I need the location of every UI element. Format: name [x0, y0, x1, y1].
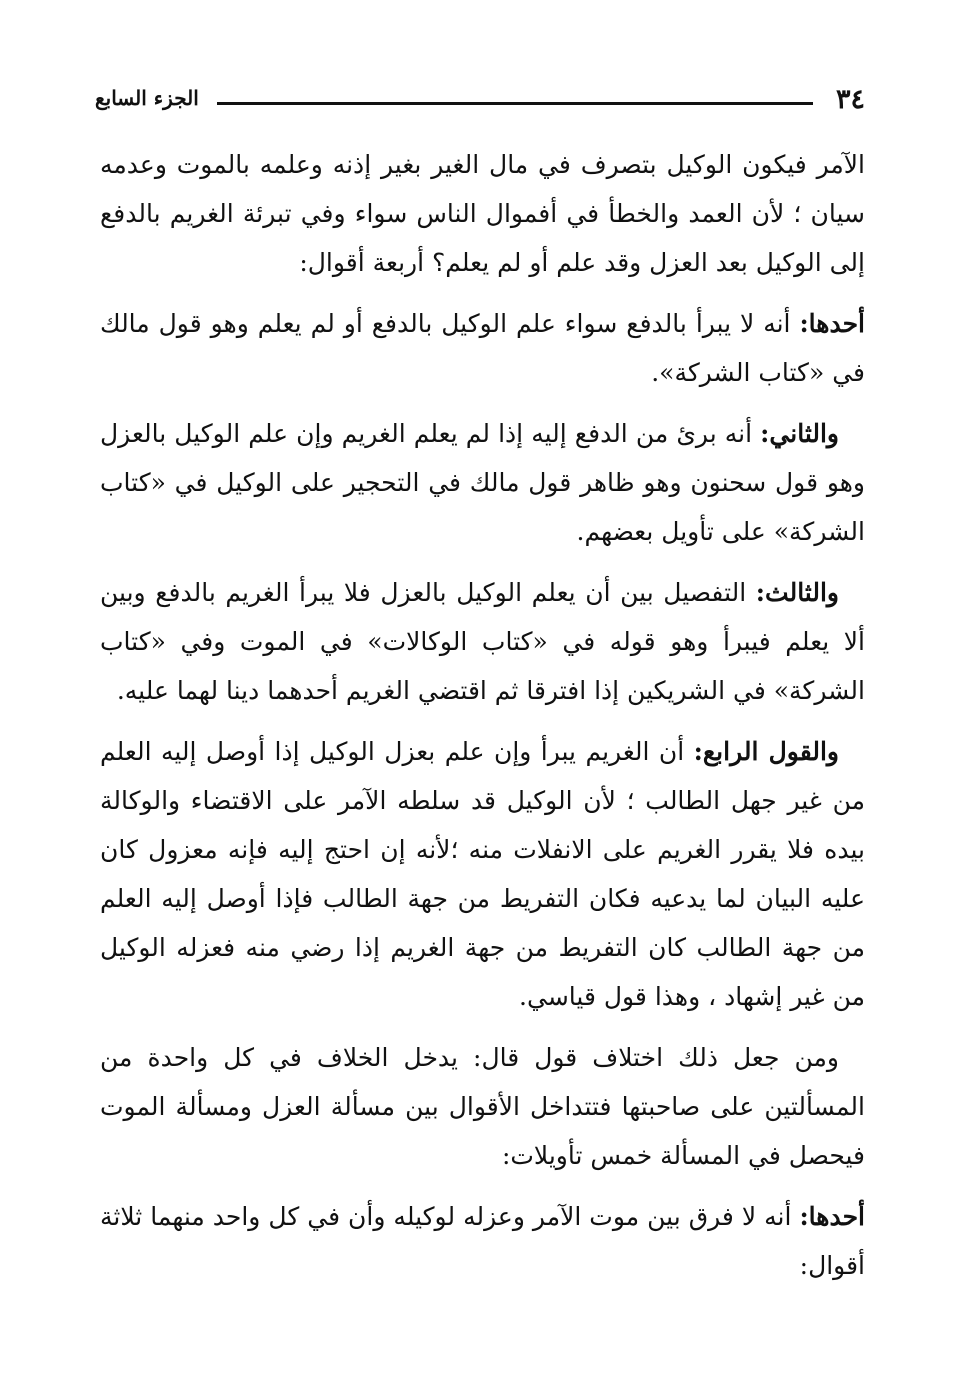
paragraph-lead: أحدها:	[799, 1202, 865, 1231]
paragraph-text: التفصيل بين أن يعلم الوكيل بالعزل فلا يبرأ الغريم بالدفع وبين ألا يعلم فيبرأ وهو قوله في «كتاب الوكالات» في الموت وفي «كتاب الشركة» في الشريكين إذا افترقا ثم اقتضي الغريم أحدهما دينا لهما عليه.	[100, 578, 865, 705]
paragraph-second-opinion	[100, 409, 865, 556]
paragraph-first-opinion	[100, 299, 865, 397]
paragraph-lead: والثالث:	[755, 578, 839, 607]
paragraph-continuation	[100, 140, 865, 287]
paragraph-text: أنه لا يبرأ بالدفع سواء علم الوكيل بالدفع أو لم يعلم وهو قول مالك في «كتاب الشركة».	[100, 309, 865, 387]
paragraph-text: أنه برئ من الدفع إليه إذا لم يعلم الغريم وإن علم الوكيل بالعزل وهو قول سحنون وهو ظاهر قول مالك في التحجير على الوكيل في «كتاب الشركة» على تأويل بعضهم.	[100, 419, 865, 546]
paragraph-fourth-opinion	[100, 727, 865, 1021]
page-number: ٣٤	[835, 84, 865, 115]
paragraph-text: ومن جعل ذلك اختلاف قول قال: يدخل الخلاف في كل واحدة من المسألتين على صاحبتها فتتداخل الأقوال بين مسألة العزل ومسألة الموت فيحصل في المسألة خمس تأويلات:	[100, 1043, 865, 1170]
paragraph-lead: والثاني:	[760, 419, 839, 448]
header-rule	[217, 102, 813, 105]
paragraph-text: أن الغريم يبرأ وإن علم بعزل الوكيل إذا أوصل إليه العلم من غير جهل الطالب ؛ لأن الوكيل قد سلطه الآمر على الاقتضاء والوكالة بيده فلا يقرر الغريم على الانفلات منه ؛لأنه إن احتج إليه فإنه معزول كان عليه البيان لما يدعيه فكان التفريط من جهة الطالب فإذا أوصل إليه العلم من جهة الطالب كان التفريط من جهة الغريم إذا رضي منه فعزله الوكيل من غير إشهاد ، وهذا قول قياسي.	[100, 737, 865, 1011]
paragraph-third-opinion	[100, 568, 865, 715]
paragraph-first-interpretation	[100, 1192, 865, 1290]
paragraph-text: أنه لا فرق بين موت الآمر وعزله لوكيله وأن في كل واحد منهما ثلاثة أقوال:	[100, 1202, 865, 1280]
paragraph-interpretations	[100, 1033, 865, 1180]
body-text	[100, 140, 865, 1302]
page-header	[95, 82, 865, 122]
paragraph-lead: والقول الرابع:	[693, 737, 839, 766]
volume-title: الجزء السابع	[95, 86, 199, 110]
paragraph-lead: أحدها:	[799, 309, 865, 338]
paragraph-text: الآمر فيكون الوكيل بتصرف في مال الغير بغير إذنه وعلمه بالموت وعدمه سيان ؛ لأن العمد والخطأ في أفموال الناس سواء وفي تبرئة الغريم بالدفع إلى الوكيل بعد العزل وقد علم أو لم يعلم؟ أربعة أقوال:	[100, 150, 865, 277]
